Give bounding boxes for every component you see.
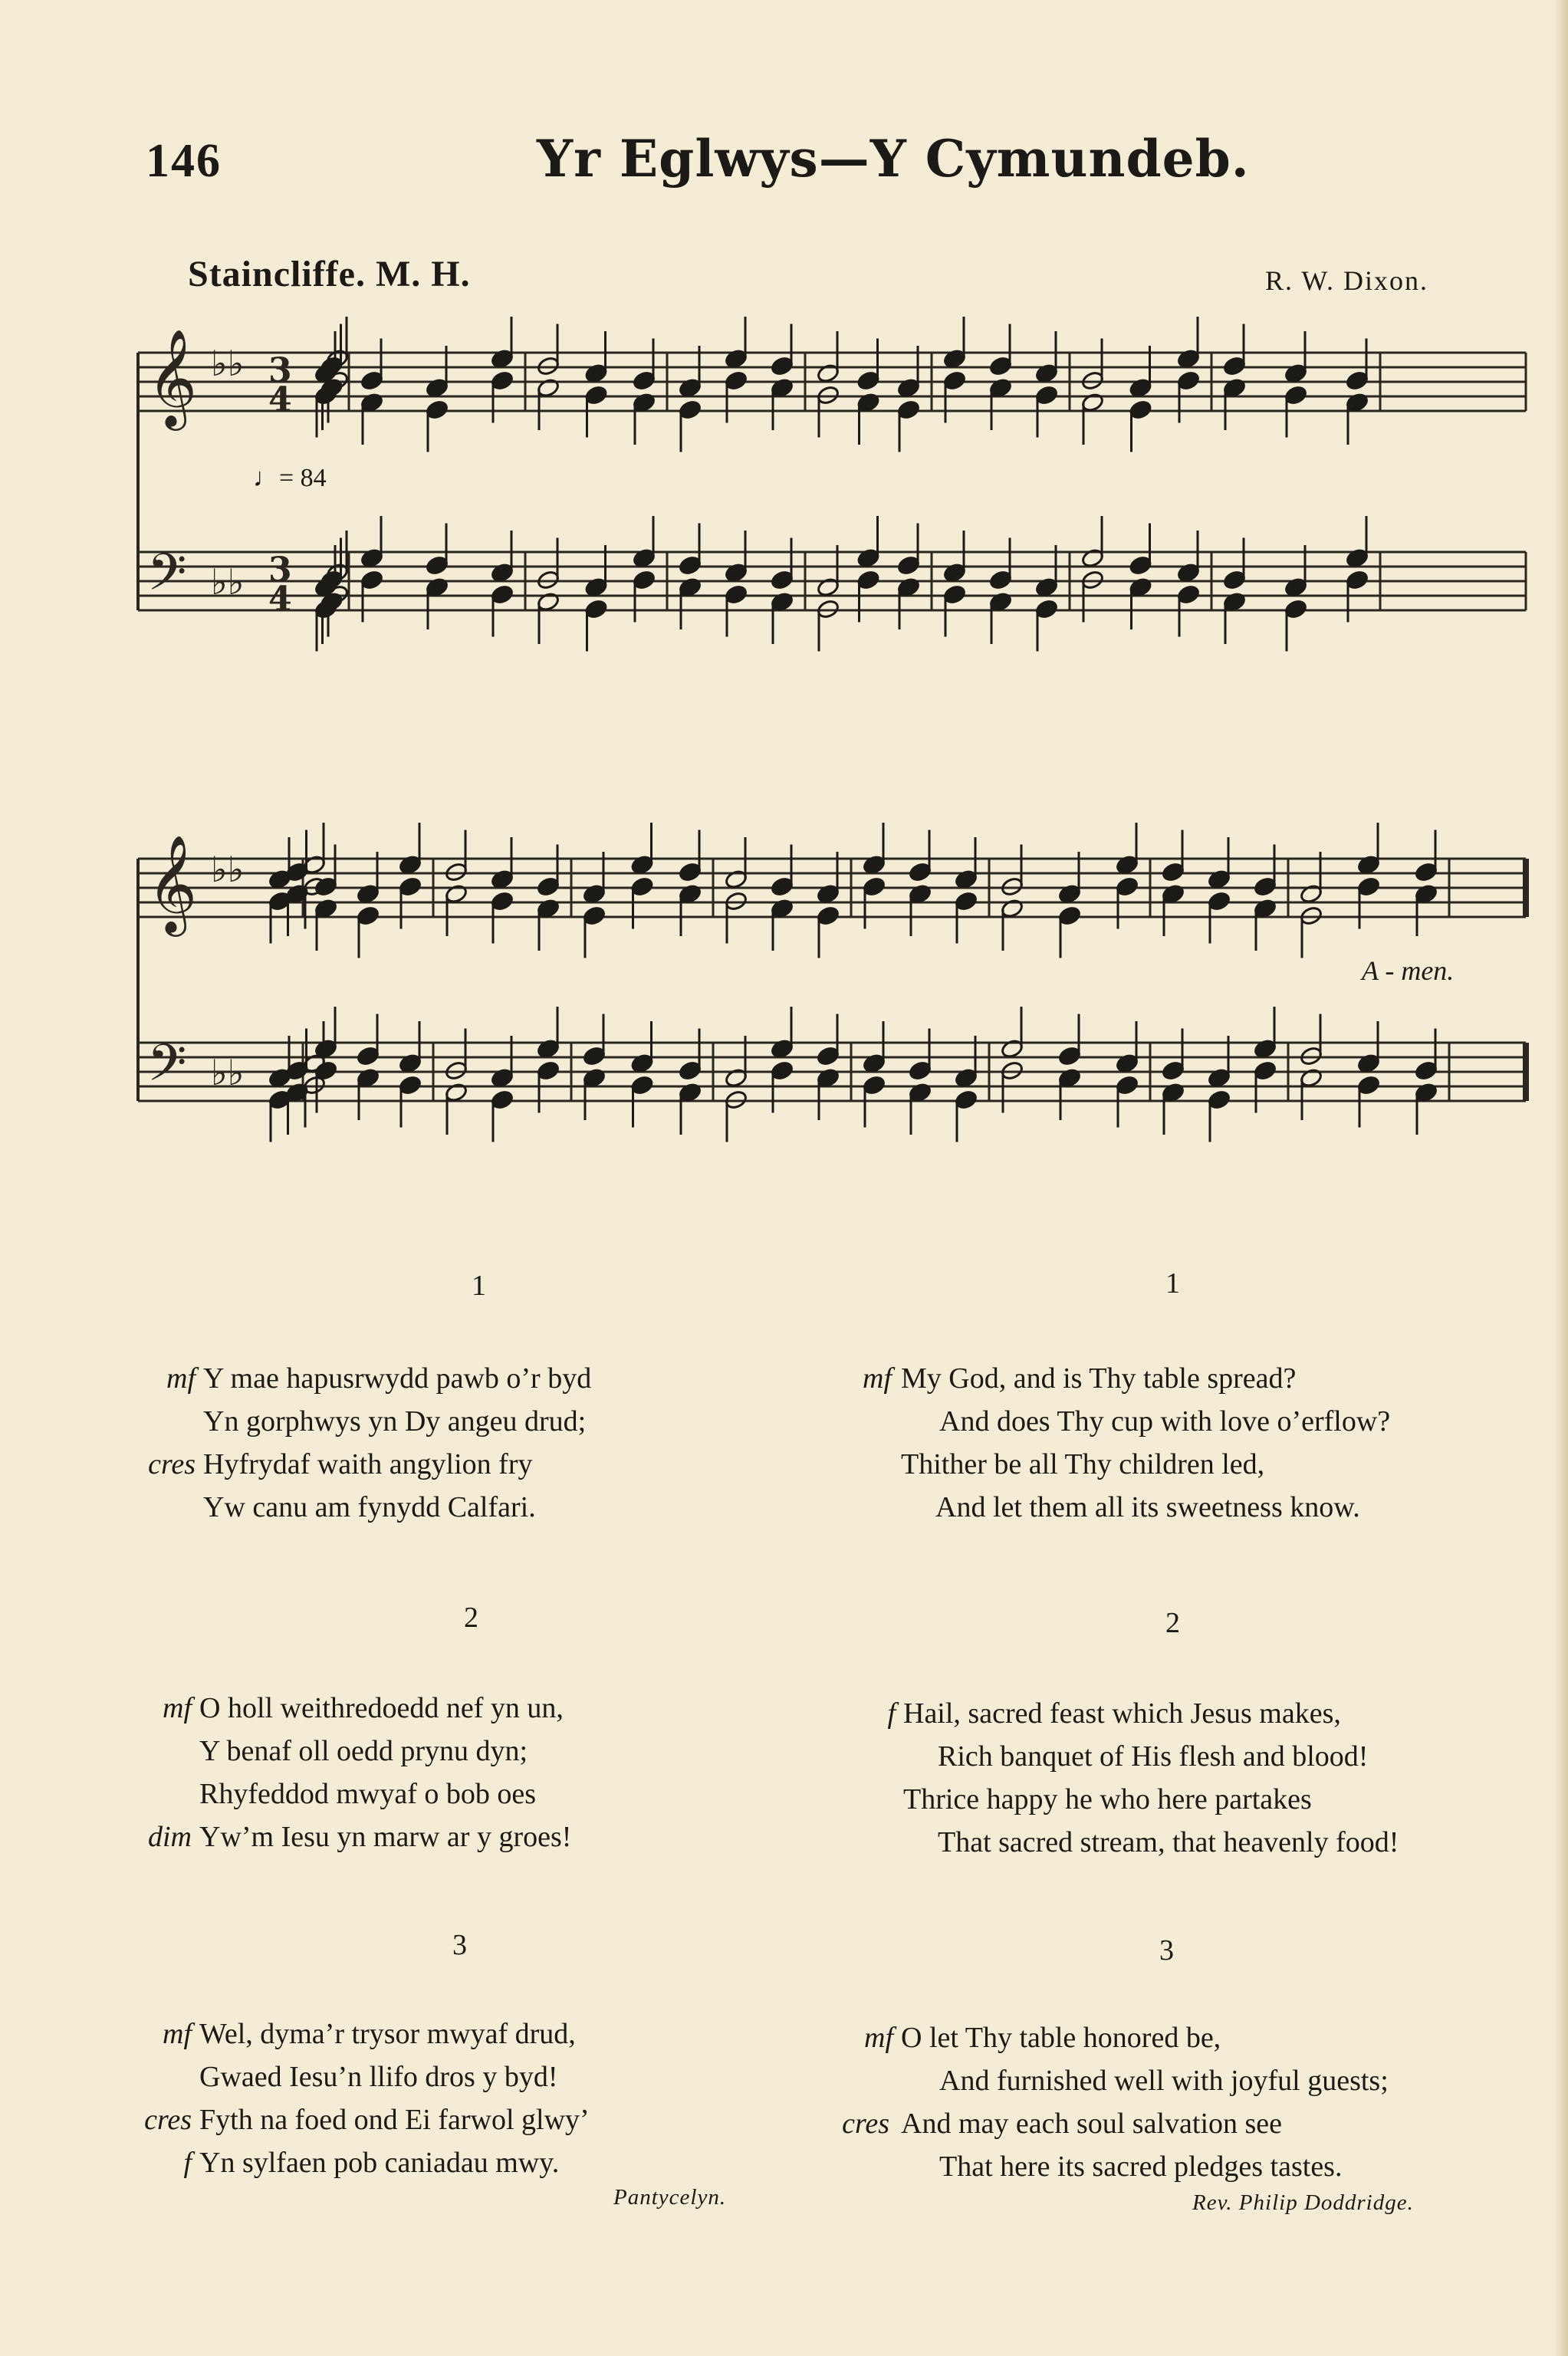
- verse-line: Yw’m Iesu yn marw ar y groes!: [199, 1821, 572, 1853]
- verse-line: And let them all its sweetness know.: [935, 1491, 1360, 1523]
- welsh-verse-number-3: 3: [452, 1929, 467, 1961]
- flat-icon: ♭♭: [211, 849, 245, 890]
- verse-line: And furnished well with joyful guests;: [939, 2065, 1389, 2097]
- verse-line: O holl weithredoedd nef yn un,: [199, 1692, 564, 1724]
- welsh-verse-number-2: 2: [464, 1602, 478, 1634]
- composer: R. W. Dixon.: [1265, 265, 1429, 296]
- dynamic-marking: mf: [166, 1362, 196, 1395]
- welsh-stanza-2: [148, 1687, 572, 1858]
- dynamic-marking: dim: [148, 1821, 192, 1853]
- time-signature: 4: [268, 380, 292, 419]
- verse-line: That here its sacred pledges tastes.: [939, 2151, 1343, 2183]
- tempo-value: = 84: [279, 464, 327, 492]
- treble-clef-icon: 𝄞: [147, 328, 198, 426]
- verse-line: Gwaed Iesu’n llifo dros y byd!: [199, 2061, 558, 2093]
- verse-line: Y mae hapusrwydd pawb o’r byd: [203, 1362, 592, 1395]
- english-verse-number-3: 3: [1159, 1934, 1174, 1967]
- dynamic-marking: mf: [163, 1692, 192, 1724]
- english-verse-number-2: 2: [1165, 1607, 1180, 1639]
- verse-line: That sacred stream, that heavenly food!: [938, 1826, 1399, 1858]
- flat-icon: ♭♭: [211, 561, 245, 603]
- verse-line: Y benaf oll oedd prynu dyn;: [199, 1735, 528, 1767]
- english-stanza-3: [842, 2016, 1389, 2188]
- dynamic-marking: f: [887, 1697, 896, 1730]
- bass-clef-icon: 𝄢: [147, 1033, 187, 1105]
- dynamic-marking: cres: [148, 1448, 196, 1480]
- barlines: [138, 353, 1526, 1101]
- english-attribution: Rev. Philip Doddridge.: [1192, 2190, 1414, 2215]
- clefs: [147, 328, 292, 1105]
- dynamic-marking: cres: [144, 2104, 192, 2136]
- page-number: 146: [146, 135, 222, 187]
- running-head: Yr Eglwys—Y Cymundeb.: [537, 129, 1250, 189]
- time-signature: 3: [268, 351, 292, 390]
- welsh-stanza-1: [148, 1357, 592, 1529]
- flat-icon: ♭♭: [211, 343, 245, 384]
- verse-line: Yn sylfaen pob caniadau mwy.: [199, 2147, 560, 2179]
- verse-line: Thrice happy he who here partakes: [903, 1783, 1312, 1815]
- welsh-stanza-3: [144, 2013, 590, 2184]
- quarter-note-icon: ♩: [253, 464, 279, 492]
- dynamic-marking: mf: [864, 2022, 893, 2054]
- time-signature: 4: [268, 580, 292, 619]
- flat-icon: ♭♭: [211, 1052, 245, 1093]
- verse-line: Rich banquet of His flesh and blood!: [938, 1740, 1369, 1773]
- verse-line: My God, and is Thy table spread?: [901, 1362, 1297, 1395]
- dynamic-marking: cres: [842, 2108, 889, 2140]
- dynamic-marking: f: [183, 2147, 192, 2179]
- english-verse-number-1: 1: [1165, 1267, 1180, 1300]
- verse-line: Yn gorphwys yn Dy angeu drud;: [203, 1405, 587, 1438]
- verse-line: Hail, sacred feast which Jesus makes,: [903, 1697, 1341, 1730]
- verse-line: And does Thy cup with love o’erflow?: [939, 1405, 1391, 1438]
- tune-name: Staincliffe. M. H.: [188, 254, 471, 294]
- noteheads: [268, 317, 1438, 1142]
- verse-line: Rhyfeddod mwyaf o bob oes: [199, 1778, 537, 1810]
- dynamic-marking: mf: [863, 1362, 892, 1395]
- treble-clef-icon: 𝄞: [147, 834, 198, 932]
- amen-lyric: A - men.: [1362, 955, 1455, 986]
- verse-line: Yw canu am fynydd Calfari.: [203, 1491, 536, 1523]
- staff-lines: [138, 353, 1526, 1101]
- bass-clef-icon: 𝄢: [147, 543, 187, 614]
- music-score: [0, 0, 1568, 1150]
- verse-line: And may each soul salvation see: [901, 2108, 1283, 2140]
- verse-line: O let Thy table honored be,: [901, 2022, 1221, 2054]
- verse-line: Thither be all Thy children led,: [901, 1448, 1265, 1480]
- verse-line: Wel, dyma’r trysor mwyaf drud,: [199, 2018, 576, 2050]
- english-stanza-2: [887, 1692, 1399, 1864]
- time-signature: 3: [268, 550, 292, 590]
- welsh-verse-number-1: 1: [472, 1270, 486, 1302]
- verse-line: Hyfrydaf waith angylion fry: [203, 1448, 533, 1480]
- english-stanza-1: [863, 1357, 1391, 1529]
- verse-line: Fyth na foed ond Ei farwol glwy’: [199, 2104, 590, 2136]
- welsh-attribution: Pantycelyn.: [613, 2185, 727, 2210]
- dynamic-marking: mf: [163, 2018, 192, 2050]
